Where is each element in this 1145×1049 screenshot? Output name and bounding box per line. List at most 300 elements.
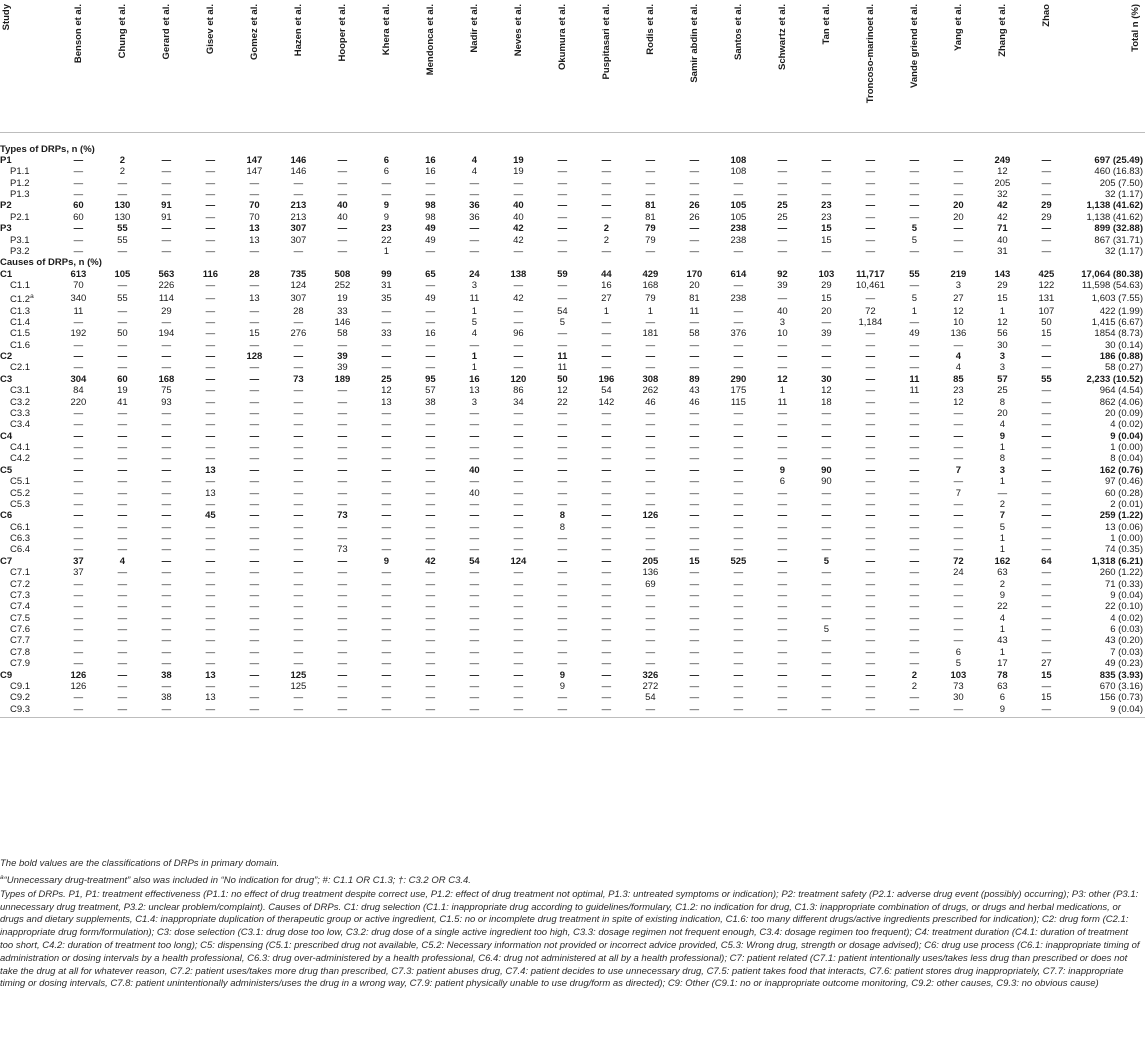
table-cell: —	[865, 442, 876, 454]
header-study-name-label: Chung et al.	[116, 4, 128, 59]
table-cell: —	[513, 635, 524, 647]
table-cell: 33	[337, 305, 348, 317]
table-cell: —	[848, 704, 892, 718]
table-cell: 2	[603, 223, 610, 235]
table-cell: 563	[158, 268, 175, 280]
table-cell: —	[117, 177, 128, 189]
table-cell: —	[161, 487, 172, 499]
table-cell: 11	[73, 305, 84, 317]
table-cell: 33	[381, 328, 392, 340]
table-cell: —	[601, 601, 612, 613]
table-cell: 73	[337, 544, 348, 556]
table-cell: —	[1041, 154, 1052, 166]
table-cell: —	[1041, 442, 1052, 454]
table-cell: —	[865, 669, 876, 681]
table-cell: —	[909, 692, 920, 704]
table-cell: —	[865, 245, 876, 257]
header-study-name	[144, 0, 188, 132]
table-cell: 42	[425, 555, 436, 567]
table-cell: 136	[950, 328, 967, 340]
total-cell: 1,415 (6.67)	[1091, 316, 1143, 328]
table-cell: —	[205, 624, 216, 636]
table-cell: —	[425, 567, 436, 579]
table-cell: 73	[953, 680, 964, 692]
table-row	[0, 431, 1145, 442]
table-cell: 262	[642, 385, 659, 397]
table-row	[0, 624, 1145, 635]
table-cell: 168	[158, 373, 175, 385]
table-cell: —	[557, 624, 568, 636]
table-cell: 55	[1041, 373, 1052, 385]
table-cell: —	[249, 555, 260, 567]
table-cell: —	[909, 177, 920, 189]
table-cell: —	[117, 351, 128, 363]
table-cell: —	[733, 601, 744, 613]
table-cell: —	[892, 704, 936, 718]
table-cell: —	[513, 316, 524, 328]
table-cell: 105	[730, 211, 747, 223]
table-cell: —	[205, 373, 216, 385]
header-study-name	[100, 0, 144, 132]
table-cell: —	[909, 351, 920, 363]
table-cell: —	[381, 510, 392, 522]
table-cell: —	[777, 680, 788, 692]
table-cell: —	[821, 498, 832, 510]
table-cell: —	[381, 476, 392, 488]
table-cell: 2	[119, 154, 126, 166]
table-cell: 6	[779, 476, 786, 488]
table-cell: —	[645, 521, 656, 533]
table-cell: 31	[997, 245, 1008, 257]
table-cell: 58	[337, 328, 348, 340]
table-cell: —	[117, 305, 128, 317]
table-cell: —	[469, 510, 480, 522]
table-cell: —	[777, 292, 788, 304]
table-cell: —	[205, 200, 216, 212]
table-cell: —	[425, 612, 436, 624]
table-cell: —	[425, 487, 436, 499]
table-cell: —	[337, 385, 348, 397]
row-label-text: C2	[0, 351, 13, 363]
table-cell: —	[249, 464, 260, 476]
header-study-name-label: Neves et al.	[512, 4, 524, 57]
table-cell: —	[293, 245, 304, 257]
table-row	[0, 510, 1145, 521]
table-cell: —	[73, 578, 84, 590]
table-cell: —	[777, 234, 788, 246]
table-cell: —	[821, 680, 832, 692]
table-cell: —	[469, 533, 480, 545]
row-label-text: C1.1	[10, 280, 31, 292]
table-cell: —	[557, 453, 568, 465]
table-cell: 11	[557, 362, 568, 374]
table-cell: —	[865, 223, 876, 235]
table-cell: 12	[953, 305, 964, 317]
table-cell: 205	[994, 177, 1011, 189]
table-cell: 13	[249, 292, 260, 304]
table-row	[0, 212, 1145, 223]
table-cell: —	[469, 234, 480, 246]
table-cell: —	[601, 407, 612, 419]
table-cell: 24	[469, 268, 480, 280]
table-cell: 40	[337, 211, 348, 223]
table-cell: 1	[911, 305, 918, 317]
table-row	[0, 613, 1145, 624]
table-cell: 108	[730, 154, 747, 166]
table-cell: 376	[730, 328, 747, 340]
table-cell: —	[865, 612, 876, 624]
table-row	[0, 317, 1145, 328]
table-cell: —	[909, 601, 920, 613]
table-cell: 238	[730, 234, 747, 246]
table-cell: 1	[999, 305, 1006, 317]
table-cell: —	[689, 601, 700, 613]
table-cell: —	[381, 189, 392, 201]
table-cell: —	[425, 339, 436, 351]
table-cell: —	[73, 442, 84, 454]
table-cell: —	[557, 245, 568, 257]
table-cell: —	[513, 177, 524, 189]
table-cell: —	[337, 442, 348, 454]
table-cell: —	[249, 339, 260, 351]
table-cell: —	[909, 419, 920, 431]
table-cell: 60	[73, 211, 84, 223]
header-study-name-label: Troncoso-marinoet al.	[864, 4, 876, 104]
table-cell: —	[73, 177, 84, 189]
table-cell: —	[161, 578, 172, 590]
table-cell: —	[381, 351, 392, 363]
table-cell: 95	[425, 373, 436, 385]
table-cell: —	[249, 419, 260, 431]
table-cell: —	[584, 704, 628, 718]
table-cell: —	[821, 533, 832, 545]
table-cell: —	[733, 177, 744, 189]
table-cell: 15	[1041, 328, 1052, 340]
total-cell: 4 (0.02)	[1110, 612, 1143, 624]
table-cell: 1	[779, 385, 786, 397]
table-cell: 13	[205, 692, 216, 704]
table-cell: 56	[997, 328, 1008, 340]
table-cell: —	[249, 544, 260, 556]
table-cell: 126	[642, 510, 659, 522]
table-cell: —	[469, 453, 480, 465]
header-study-name-label: Khera et al.	[380, 4, 392, 56]
table-cell: 54	[601, 385, 612, 397]
table-cell: —	[205, 280, 216, 292]
table-cell: —	[337, 646, 348, 658]
table-cell: —	[469, 601, 480, 613]
table-cell: —	[205, 476, 216, 488]
table-cell: —	[1041, 601, 1052, 613]
table-cell: —	[161, 177, 172, 189]
table-cell: —	[1041, 544, 1052, 556]
row-label-text: C3.4	[10, 419, 31, 431]
table-cell: —	[645, 464, 656, 476]
table-cell: 9	[559, 669, 566, 681]
table-cell: —	[689, 669, 700, 681]
table-cell: —	[689, 407, 700, 419]
table-cell: —	[293, 442, 304, 454]
table-cell: 36	[469, 211, 480, 223]
table-cell: —	[645, 646, 656, 658]
table-cell: —	[689, 351, 700, 363]
table-cell: —	[557, 177, 568, 189]
table-cell: 98	[425, 211, 436, 223]
table-cell: —	[161, 407, 172, 419]
table-cell: 4	[471, 154, 478, 166]
row-label	[0, 362, 56, 373]
table-cell: —	[337, 419, 348, 431]
table-cell: —	[249, 280, 260, 292]
table-cell: —	[865, 385, 876, 397]
table-cell: —	[73, 234, 84, 246]
table-cell: —	[117, 612, 128, 624]
header-study-name	[716, 0, 760, 132]
table-cell: 38	[425, 396, 436, 408]
row-label-text: C5.2	[10, 487, 31, 499]
table-cell: 7	[955, 464, 962, 476]
total-cell: 260 (1.22)	[1099, 567, 1143, 579]
table-cell: 20	[953, 211, 964, 223]
table-cell: —	[1041, 223, 1052, 235]
table-cell: —	[293, 589, 304, 601]
table-cell: 32	[997, 189, 1008, 201]
table-cell: —	[117, 533, 128, 545]
table-cell: —	[645, 544, 656, 556]
total-cell: 9 (0.04)	[1068, 704, 1145, 718]
table-cell: —	[469, 498, 480, 510]
table-cell: —	[821, 316, 832, 328]
table-cell: —	[425, 510, 436, 522]
table-cell: —	[117, 544, 128, 556]
table-cell: 340	[70, 292, 87, 304]
table-cell: —	[601, 498, 612, 510]
table-cell: —	[513, 658, 524, 670]
header-study-name	[672, 0, 716, 132]
row-label	[0, 178, 56, 189]
header-total	[1068, 0, 1145, 132]
table-cell: —	[909, 464, 920, 476]
table-cell: —	[733, 407, 744, 419]
table-cell: —	[777, 567, 788, 579]
table-cell: —	[161, 510, 172, 522]
table-cell: 78	[997, 669, 1008, 681]
table-cell: —	[936, 704, 980, 718]
table-cell: 49	[425, 234, 436, 246]
table-cell: —	[337, 601, 348, 613]
table-cell: 192	[70, 328, 87, 340]
row-label-text: C2.1	[10, 362, 31, 374]
table-cell: 9	[383, 200, 390, 212]
table-cell: —	[205, 430, 216, 442]
table-cell: —	[953, 166, 964, 178]
header-study-name-label: Zhao	[1040, 4, 1052, 27]
header-study-name	[408, 0, 452, 132]
table-cell: 138	[510, 268, 527, 280]
table-cell: 91	[161, 200, 172, 212]
table-cell: —	[1041, 510, 1052, 522]
table-cell: 59	[557, 268, 568, 280]
table-cell: 26	[689, 211, 700, 223]
header-study-name-label: Zhang et al.	[996, 4, 1008, 57]
table-cell: —	[601, 612, 612, 624]
table-cell: —	[953, 154, 964, 166]
table-cell: —	[469, 669, 480, 681]
table-cell: —	[381, 419, 392, 431]
table-cell: 6	[955, 646, 962, 658]
row-label	[0, 510, 56, 521]
spacer-row	[0, 132, 1145, 143]
table-cell: 25	[997, 385, 1008, 397]
table-cell: —	[601, 189, 612, 201]
table-cell: —	[689, 624, 700, 636]
table-cell: —	[425, 189, 436, 201]
table-cell: —	[513, 362, 524, 374]
table-row	[0, 465, 1145, 476]
table-cell: 213	[290, 211, 307, 223]
table-cell: 16	[425, 166, 436, 178]
table-cell: —	[777, 419, 788, 431]
row-label	[0, 234, 56, 245]
row-label-text: P3	[0, 223, 12, 235]
table-cell: —	[645, 351, 656, 363]
table-cell: 29	[1041, 211, 1052, 223]
table-cell: 2	[999, 498, 1006, 510]
row-label	[0, 351, 56, 362]
table-cell: —	[601, 476, 612, 488]
row-label	[0, 305, 56, 316]
table-cell: 124	[510, 555, 527, 567]
header-study-name-label: Yang et al.	[952, 4, 964, 51]
table-cell: —	[144, 704, 188, 718]
table-cell: 13	[381, 396, 392, 408]
row-label	[0, 223, 56, 234]
table-cell: 92	[777, 268, 788, 280]
table-cell: —	[381, 305, 392, 317]
table-cell: 15	[1041, 692, 1052, 704]
header-study-name-label: Vande griend et al.	[908, 4, 920, 88]
table-cell: —	[117, 521, 128, 533]
table-cell: —	[381, 362, 392, 374]
table-cell: —	[1041, 533, 1052, 545]
table-cell: 28	[249, 268, 260, 280]
table-cell: 9	[383, 555, 390, 567]
table-cell: 50	[1041, 316, 1052, 328]
table-cell: —	[161, 245, 172, 257]
table-cell: 23	[953, 385, 964, 397]
table-cell: 9	[999, 430, 1006, 442]
table-cell: —	[381, 601, 392, 613]
row-label-text: C3.3	[10, 407, 31, 419]
table-cell: —	[601, 200, 612, 212]
row-label	[0, 578, 56, 589]
table-cell: —	[161, 612, 172, 624]
table-cell: —	[865, 292, 876, 304]
table-cell: —	[733, 189, 744, 201]
table-cell: —	[1041, 624, 1052, 636]
table-cell: —	[777, 407, 788, 419]
total-cell: 1,138 (41.62)	[1086, 211, 1143, 223]
table-cell: —	[337, 177, 348, 189]
row-label-text: P1.2	[10, 177, 30, 189]
total-cell: 32 (1.17)	[1104, 189, 1143, 201]
table-cell: 525	[730, 555, 747, 567]
table-cell: 10,461	[855, 280, 885, 292]
table-cell: —	[117, 635, 128, 647]
table-cell: 1	[471, 362, 478, 374]
table-cell: 12	[953, 396, 964, 408]
table-cell: —	[73, 419, 84, 431]
table-cell: 11	[909, 373, 920, 385]
table-cell: 5	[911, 223, 918, 235]
row-label	[0, 155, 56, 166]
table-cell: 425	[1038, 268, 1055, 280]
table-cell: —	[452, 704, 496, 718]
table-cell: —	[469, 521, 480, 533]
row-label-text: C1.5	[10, 328, 31, 340]
table-cell: —	[865, 476, 876, 488]
table-cell: 42	[513, 234, 524, 246]
table-cell: —	[689, 612, 700, 624]
table-cell: —	[689, 316, 700, 328]
table-cell: 79	[645, 234, 656, 246]
table-cell: —	[804, 704, 848, 718]
table-cell: —	[557, 211, 568, 223]
row-label-text: C7.6	[10, 624, 31, 636]
table-cell: —	[601, 510, 612, 522]
table-cell: 12	[777, 373, 788, 385]
table-cell: 4	[955, 362, 962, 374]
table-cell: —	[601, 430, 612, 442]
table-cell: —	[689, 498, 700, 510]
table-cell: 40	[513, 200, 524, 212]
table-cell: —	[513, 624, 524, 636]
row-label	[0, 200, 56, 211]
row-label	[0, 692, 56, 703]
table-cell: 1	[999, 646, 1006, 658]
spacer-cell	[0, 132, 1145, 143]
table-cell: —	[381, 430, 392, 442]
table-cell: —	[513, 442, 524, 454]
table-cell: —	[1041, 646, 1052, 658]
table-cell: —	[601, 245, 612, 257]
table-cell: 238	[730, 292, 747, 304]
table-cell: —	[557, 234, 568, 246]
total-cell: 11,598 (54.63)	[1081, 280, 1143, 292]
row-label-text: C1.4	[10, 316, 31, 328]
header-study-name	[452, 0, 496, 132]
table-cell: 13	[469, 385, 480, 397]
table-cell: —	[205, 396, 216, 408]
table-cell: —	[337, 567, 348, 579]
table-cell: —	[469, 177, 480, 189]
table-cell: —	[117, 407, 128, 419]
table-cell: 130	[114, 200, 131, 212]
table-cell: —	[161, 339, 172, 351]
table-cell: —	[293, 692, 304, 704]
table-cell: 40	[469, 487, 480, 499]
table-cell: 12	[997, 316, 1008, 328]
table-cell: —	[425, 669, 436, 681]
table-cell: —	[953, 419, 964, 431]
table-cell: —	[117, 362, 128, 374]
table-cell: —	[557, 601, 568, 613]
table-cell: —	[733, 510, 744, 522]
table-cell: 8	[999, 453, 1006, 465]
row-label-text: C9.1	[10, 680, 31, 692]
table-cell: —	[293, 533, 304, 545]
table-cell: —	[337, 578, 348, 590]
